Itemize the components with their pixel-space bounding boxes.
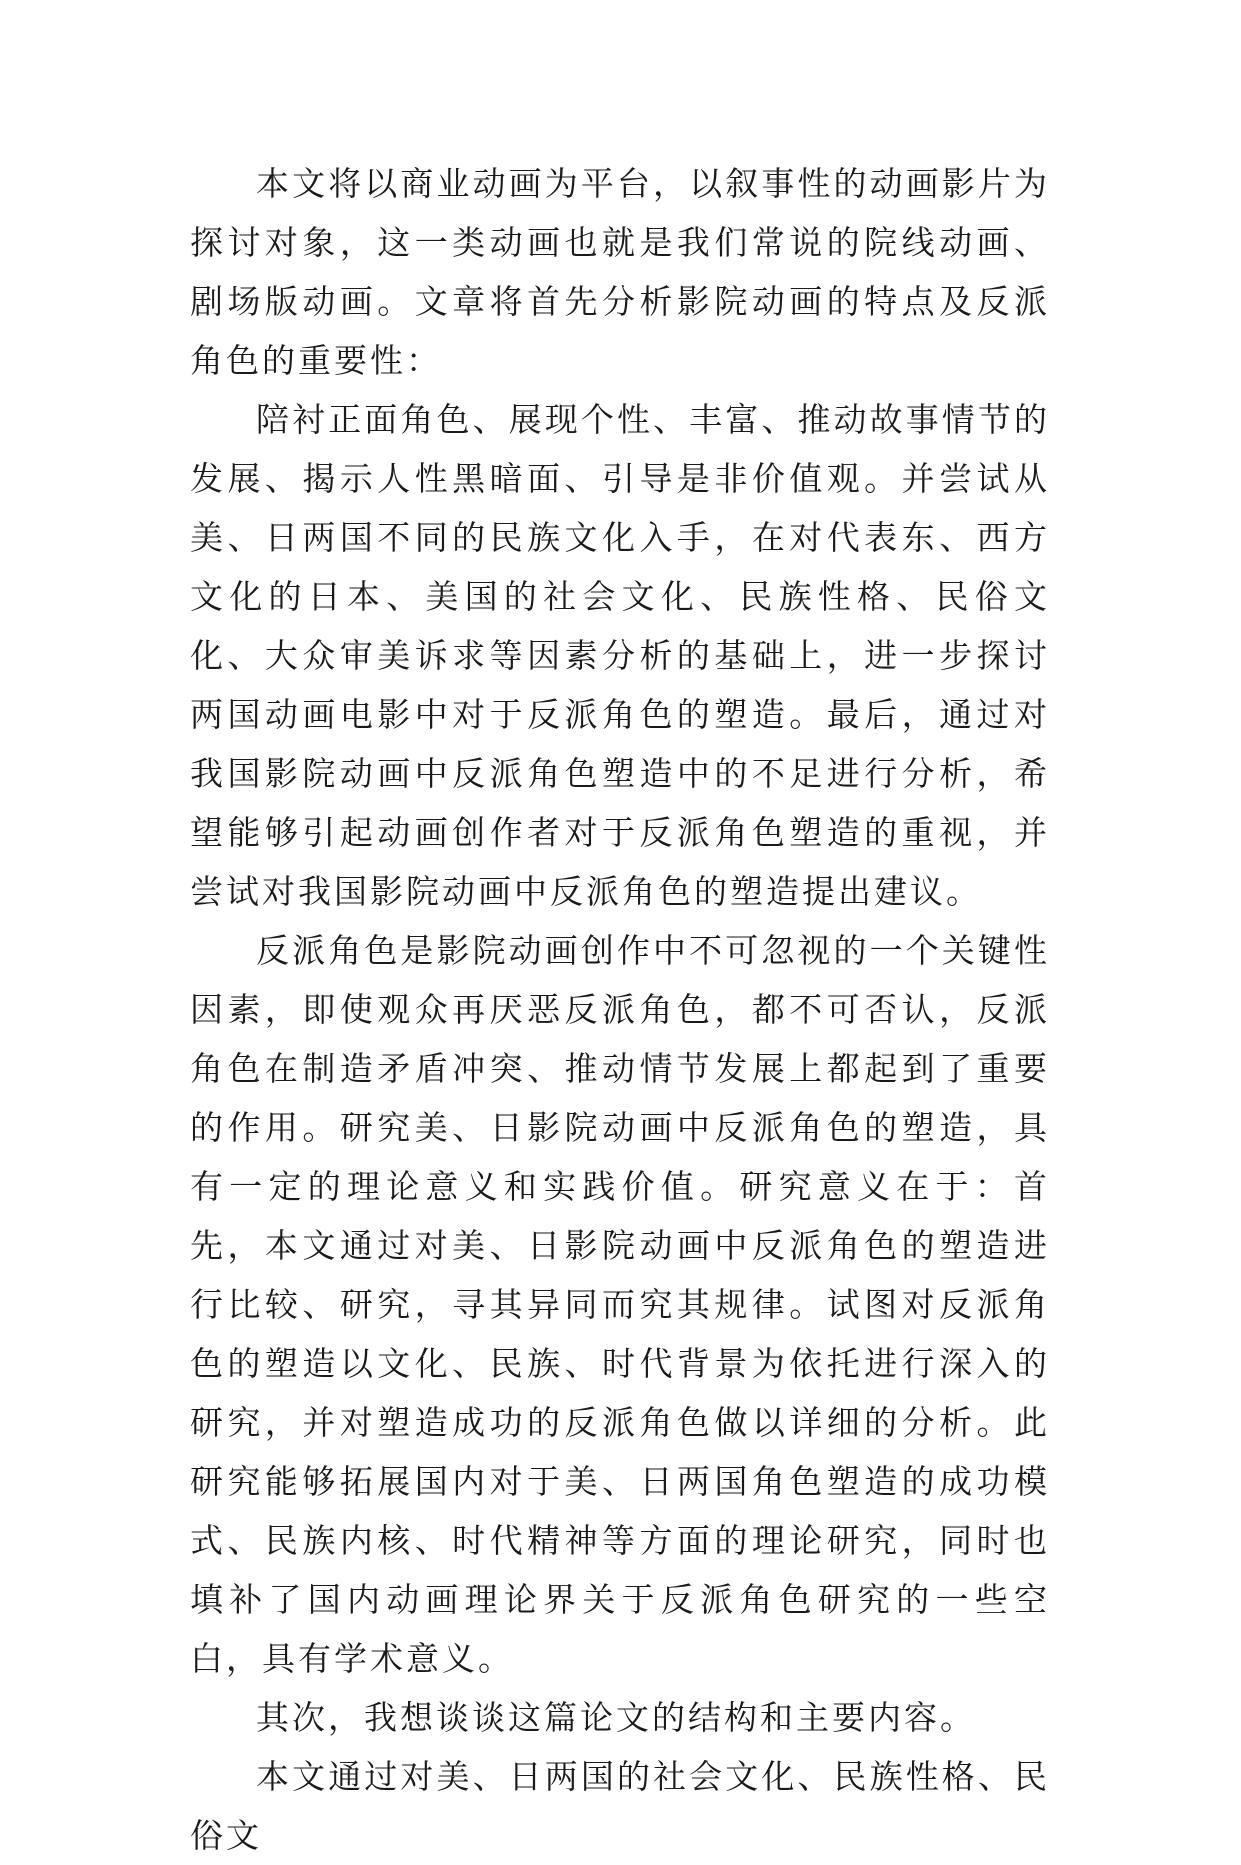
paragraph-5: 本文通过对美、日两国的社会文化、民族性格、民俗文 (190, 1757, 1050, 1855)
paragraph-2: 陪衬正面角色、展现个性、丰富、推动故事情节的发展、揭示人性黑暗面、引导是非价值观。并尝试从美、日两国不同的民族文化入手，在对代表东、西方文化的日本、美国的社会文化、民族性格、民俗文化、大众审美诉求等因素分析的基础上，进一步探讨两国动画电影中对于反派角色的塑造。最后，通过对我国影院动画中反派角色塑造中的不足进行分析，希望能够引起动画创作者对于反派角色塑造的重视，并尝试对我国影院动画中反派角色的塑造提出建议。 (190, 400, 1050, 911)
paragraph-3: 反派角色是影院动画创作中不可忽视的一个关键性因素，即使观众再厌恶反派角色，都不可否认，反派角色在制造矛盾冲突、推动情节发展上都起到了重要的作用。研究美、日影院动画中反派角色的塑造，具有一定的理论意义和实践价值。研究意义在于：首先，本文通过对美、日影院动画中反派角色的塑造进行比较、研究，寻其异同而究其规律。试图对反派角色的塑造以文化、民族、时代背景为依托进行深入的研究，并对塑造成功的反派角色做以详细的分析。此研究能够拓展国内对于美、日两国角色塑造的成功模式、民族内核、时代精神等方面的理论研究，同时也填补了国内动画理论界关于反派角色研究的一些空白，具有学术意义。 (190, 931, 1050, 1678)
paragraph-4: 其次，我想谈谈这篇论文的结构和主要内容。 (256, 1698, 976, 1737)
body-text (190, 154, 1050, 1865)
paragraph-1: 本文将以商业动画为平台，以叙事性的动画影片为探讨对象，这一类动画也就是我们常说的院线动画、剧场版动画。文章将首先分析影院动画的特点及反派角色的重要性： (190, 164, 1050, 380)
